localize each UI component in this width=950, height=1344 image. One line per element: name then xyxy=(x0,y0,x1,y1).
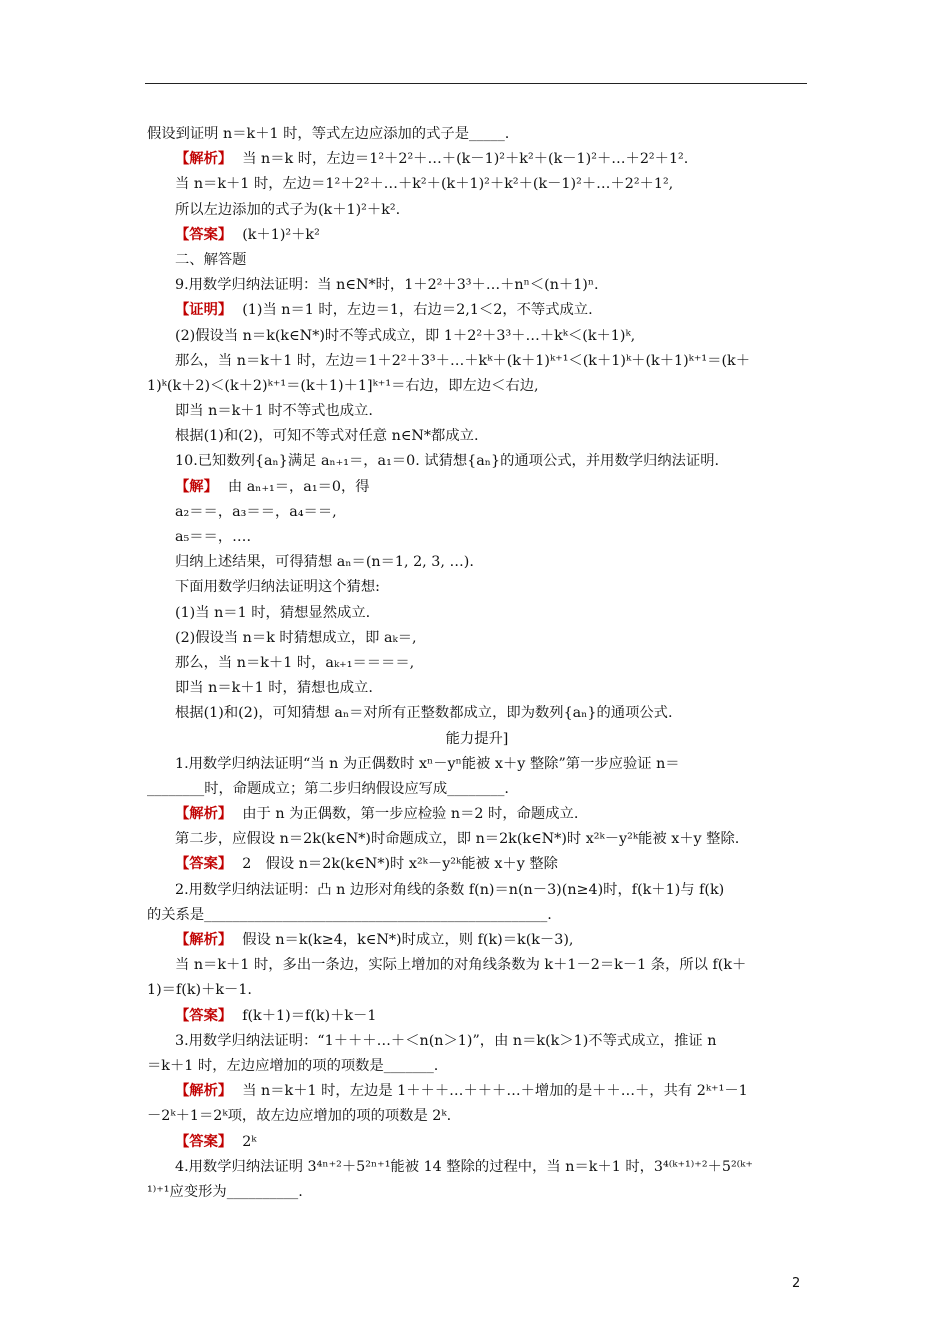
line-text: 4.用数学归纳法证明 3⁴ⁿ⁺²＋5²ⁿ⁺¹能被 14 整除的过程中，当 n＝k＋1 时，3⁴⁽ᵏ⁺¹⁾⁺²＋5²⁽ᵏ⁺ xyxy=(175,1158,753,1175)
line-text: 当 n＝k＋1 时，多出一条边，实际上增加的对角线条数为 k＋1－2＝k－1 条，所以 f(k＋ xyxy=(175,957,747,974)
text-line xyxy=(147,978,807,1003)
line-text: (2)假设当 n＝k(k∈N*)时不等式成立，即 1＋2²＋3³＋…＋kᵏ＜(k＋1)ᵏ, xyxy=(175,327,636,344)
text-line xyxy=(147,475,807,500)
line-text: 的关系是________________________________________________. xyxy=(147,906,552,923)
answer-tag: 【解】 xyxy=(175,478,218,495)
line-text: (1)当 n＝1 时，左边＝1，右边＝2,1＜2，不等式成立. xyxy=(242,302,593,319)
text-line xyxy=(147,1104,807,1129)
text-line xyxy=(147,298,807,323)
text-line xyxy=(147,752,807,777)
text-line xyxy=(147,701,807,726)
line-text: －2ᵏ＋1＝2ᵏ项，故左边应增加的项的项数是 2ᵏ. xyxy=(147,1108,452,1125)
text-line xyxy=(147,198,807,223)
text-line xyxy=(147,223,807,248)
answer-tag: 【证明】 xyxy=(175,302,233,319)
line-text: 归纳上述结果，可得猜想 aₙ＝(n＝1, 2, 3, …). xyxy=(175,554,474,571)
line-text: (2)假设当 n＝k 时猜想成立，即 aₖ＝, xyxy=(175,629,417,646)
answer-tag: 【解析】 xyxy=(175,932,233,948)
text-line xyxy=(147,525,807,550)
line-text: 1.用数学归纳法证明“当 n 为正偶数时 xⁿ－yⁿ能被 x＋y 整除”第一步应验证 n＝ xyxy=(175,755,680,772)
document-body xyxy=(147,122,807,1205)
answer-tag: 【解析】 xyxy=(175,1083,233,1100)
line-text: a₅＝＝，…. xyxy=(175,529,251,545)
line-text: 10.已知数列{aₙ}满足 aₙ₊₁＝，a₁＝0. 试猜想{aₙ}的通项公式，并用数学归纳法证明. xyxy=(175,453,720,470)
text-line xyxy=(147,1054,807,1079)
text-line xyxy=(147,1155,807,1180)
text-line xyxy=(147,953,807,978)
text-line xyxy=(147,449,807,474)
line-text: 2ᵏ xyxy=(242,1133,257,1150)
answer-tag: 【答案】 xyxy=(175,1007,233,1024)
answer-tag: 【解析】 xyxy=(175,806,233,823)
text-line xyxy=(147,550,807,575)
line-text: 假设 n＝k(k≥4，k∈N*)时成立，则 f(k)＝k(k－3), xyxy=(242,932,574,948)
line-text: 即当 n＝k＋1 时，猜想也成立. xyxy=(175,680,373,697)
line-text: ＝k＋1 时，左边应增加的项的项数是_______. xyxy=(147,1057,439,1074)
text-line xyxy=(147,248,807,273)
answer-tag: 【解析】 xyxy=(175,151,233,168)
text-line xyxy=(147,374,807,399)
line-text: a₂＝＝，a₃＝＝，a₄＝＝, xyxy=(175,503,337,520)
line-text: 由于 n 为正偶数，第一步应检验 n＝2 时，命题成立. xyxy=(242,806,579,823)
line-text: 1)ᵏ(k＋2)＜(k＋2)ᵏ⁺¹＝(k＋1)＋1]ᵏ⁺¹＝右边，即左边＜右边, xyxy=(147,377,539,394)
text-line xyxy=(147,827,807,852)
line-text: 能力提升] xyxy=(445,730,509,747)
line-text: 当 n＝k＋1 时，左边是 1＋＋＋…＋＋＋…＋增加的是＋＋…＋，共有 2ᵏ⁺¹－1 xyxy=(242,1083,748,1100)
text-line xyxy=(147,651,807,676)
text-line xyxy=(147,122,807,147)
line-text: 那么，当 n＝k＋1 时，aₖ₊₁＝＝＝＝, xyxy=(175,654,415,671)
text-line xyxy=(147,147,807,172)
text-line xyxy=(147,852,807,877)
text-line xyxy=(147,349,807,374)
line-text: 当 n＝k 时，左边＝1²＋2²＋…＋(k－1)²＋k²＋(k－1)²＋…＋2²＋1². xyxy=(242,151,689,168)
text-line xyxy=(147,424,807,449)
text-line xyxy=(147,1004,807,1029)
answer-tag: 【答案】 xyxy=(175,1133,233,1150)
line-text: 根据(1)和(2)，可知猜想 aₙ＝对所有正整数都成立，即为数列{aₙ}的通项公式. xyxy=(175,705,673,722)
line-text: 2 假设 n＝2k(k∈N*)时 x²ᵏ－y²ᵏ能被 x＋y 整除 xyxy=(242,856,558,873)
text-line xyxy=(147,601,807,626)
text-line xyxy=(147,676,807,701)
line-text: ¹⁾⁺¹应变形为__________. xyxy=(147,1183,303,1200)
text-line xyxy=(147,324,807,349)
text-line xyxy=(147,1029,807,1054)
text-line xyxy=(147,903,807,928)
line-text: 9.用数学归纳法证明：当 n∈N*时，1＋2²＋3³＋…＋nⁿ＜(n＋1)ⁿ. xyxy=(175,277,599,294)
line-text: (1)当 n＝1 时，猜想显然成立. xyxy=(175,604,371,621)
text-line xyxy=(147,727,807,752)
text-line xyxy=(147,500,807,525)
header-rule xyxy=(145,83,807,84)
text-line xyxy=(147,878,807,903)
line-text: 二、解答题 xyxy=(175,251,247,268)
text-line xyxy=(147,1079,807,1104)
answer-tag: 【答案】 xyxy=(175,226,233,243)
line-text: ________时，命题成立；第二步归纳假设应写成________. xyxy=(147,780,509,797)
text-line xyxy=(147,626,807,651)
text-line xyxy=(147,928,807,953)
line-text: 根据(1)和(2)，可知不等式对任意 n∈N*都成立. xyxy=(175,428,479,445)
line-text: 当 n＝k＋1 时，左边＝1²＋2²＋…＋k²＋(k＋1)²＋k²＋(k－1)²＋…＋2²＋1², xyxy=(175,176,674,193)
line-text: 1)＝f(k)＋k－1. xyxy=(147,982,252,999)
line-text: 那么，当 n＝k＋1 时，左边＝1＋2²＋3³＋…＋kᵏ＋(k＋1)ᵏ⁺¹＜(k＋1)ᵏ＋(k＋1)ᵏ⁺¹＝(k＋ xyxy=(175,352,750,369)
line-text: 下面用数学归纳法证明这个猜想: xyxy=(175,579,380,596)
line-text: 由 aₙ₊₁＝，a₁＝0，得 xyxy=(227,478,370,495)
text-line xyxy=(147,172,807,197)
text-line xyxy=(147,273,807,298)
line-text: 假设到证明 n＝k＋1 时，等式左边应添加的式子是_____. xyxy=(147,126,510,142)
line-text: 即当 n＝k＋1 时不等式也成立. xyxy=(175,403,373,420)
text-line xyxy=(147,1130,807,1155)
line-text: (k＋1)²＋k² xyxy=(242,226,320,243)
text-line xyxy=(147,575,807,600)
text-line xyxy=(147,399,807,424)
line-text: 所以左边添加的式子为(k＋1)²＋k². xyxy=(175,201,401,218)
text-line xyxy=(147,777,807,802)
page-number: 2 xyxy=(792,1276,801,1291)
line-text: 2.用数学归纳法证明：凸 n 边形对角线的条数 f(n)＝n(n－3)(n≥4)时，f(k＋1)与 f(k) xyxy=(175,881,725,898)
answer-tag: 【答案】 xyxy=(175,856,233,873)
line-text: 第二步，应假设 n＝2k(k∈N*)时命题成立，即 n＝2k(k∈N*)时 x²ᵏ－y²ᵏ能被 x＋y 整除. xyxy=(175,831,740,848)
line-text: 3.用数学归纳法证明：“1＋＋＋…＋＜n(n＞1)”，由 n＝k(k＞1)不等式成立，推证 n xyxy=(175,1032,717,1049)
line-text: f(k＋1)＝f(k)＋k－1 xyxy=(242,1007,377,1024)
text-line xyxy=(147,802,807,827)
text-line xyxy=(147,1180,807,1205)
